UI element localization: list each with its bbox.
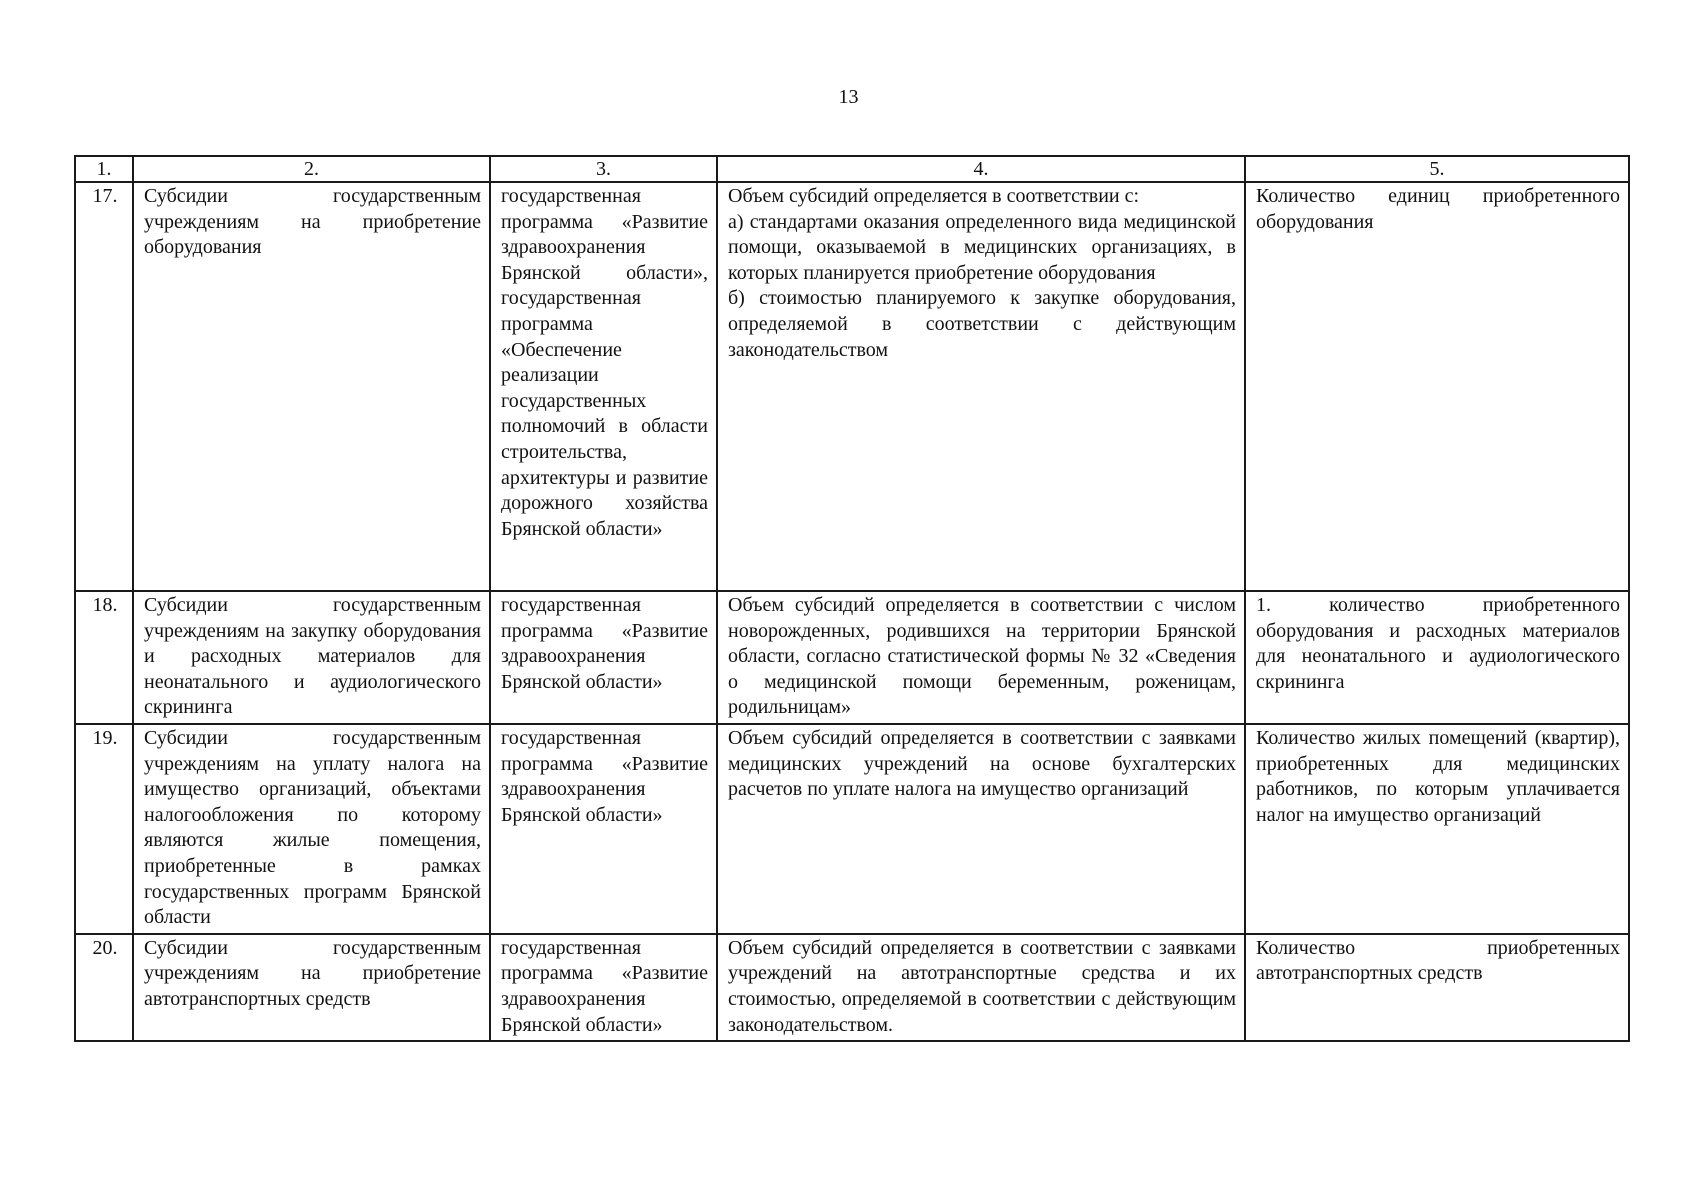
subsidy-name: Субсидии государственным учреждениям на приобретение оборудования — [133, 182, 490, 591]
result-indicator: 1. количество приобретенного оборудования и расходных материалов для неонатального и аудиологического скрининга — [1245, 591, 1629, 724]
result-indicator: Количество жилых помещений (квартир), приобретенных для медицинских работников, по которым уплачивается налог на имущество организаций — [1245, 724, 1629, 934]
calculation-method: Объем субсидий определяется в соответствии с заявками медицинских учреждений на основе бухгалтерских расчетов по уплате налога на имущество организаций — [717, 724, 1245, 934]
table-row — [75, 724, 1629, 934]
program-name: государственная программа «Развитие здравоохранения Брянской области» — [490, 724, 717, 934]
program-name: государственная программа «Развитие здравоохранения Брянской области» — [490, 934, 717, 1041]
header-cell-1: 1. — [75, 156, 133, 182]
subsidy-name: Субсидии государственным учреждениям на закупку оборудования и расходных материалов для неонатального и аудиологического скрининга — [133, 591, 490, 724]
row-number: 18. — [75, 591, 133, 724]
calculation-method: Объем субсидий определяется в соответствии с заявками учреждений на автотранспортные средства и их стоимостью, определяемой в соответствии с действующим законодательством. — [717, 934, 1245, 1041]
row-number: 20. — [75, 934, 133, 1041]
header-cell-3: 3. — [490, 156, 717, 182]
result-indicator: Количество единиц приобретенного оборудования — [1245, 182, 1629, 591]
page-number: 13 — [838, 86, 859, 108]
subsidy-name: Субсидии государственным учреждениям на уплату налога на имущество организаций, объектами налогообложения по которому являются жилые помещения, приобретенные в рамках государственных программ Брянской области — [133, 724, 490, 934]
program-name: государственная программа «Развитие здравоохранения Брянской области», государственная программа «Обеспечение реализации государственных полномочий в области строительства, архитектуры и развитие дорожного хозяйства Брянской области» — [490, 182, 717, 591]
calculation-method: Объем субсидий определяется в соответствии с числом новорожденных, родившихся на территории Брянской области, согласно статистической формы № 32 «Сведения о медицинской помощи беременным, роженицам, родильницам» — [717, 591, 1245, 724]
result-indicator: Количество приобретенных автотранспортных средств — [1245, 934, 1629, 1041]
header-cell-2: 2. — [133, 156, 490, 182]
table-row — [75, 934, 1629, 1041]
program-name: государственная программа «Развитие здравоохранения Брянской области» — [490, 591, 717, 724]
table-row — [75, 182, 1629, 591]
table-header-row — [75, 156, 1629, 182]
calculation-method: Объем субсидий определяется в соответствии с: а) стандартами оказания определенного вида медицинской помощи, оказываемой в медицинских организациях, в которых планируется приобретение оборудования б) стоимостью планируемого к закупке оборудования, определяемой в соответствии с действующим законодательством — [717, 182, 1245, 591]
row-number: 17. — [75, 182, 133, 591]
row-number: 19. — [75, 724, 133, 934]
subsidy-name: Субсидии государственным учреждениям на приобретение автотранспортных средств — [133, 934, 490, 1041]
subsidy-table — [74, 155, 1630, 1042]
header-cell-4: 4. — [717, 156, 1245, 182]
header-cell-5: 5. — [1245, 156, 1629, 182]
table-row — [75, 591, 1629, 724]
